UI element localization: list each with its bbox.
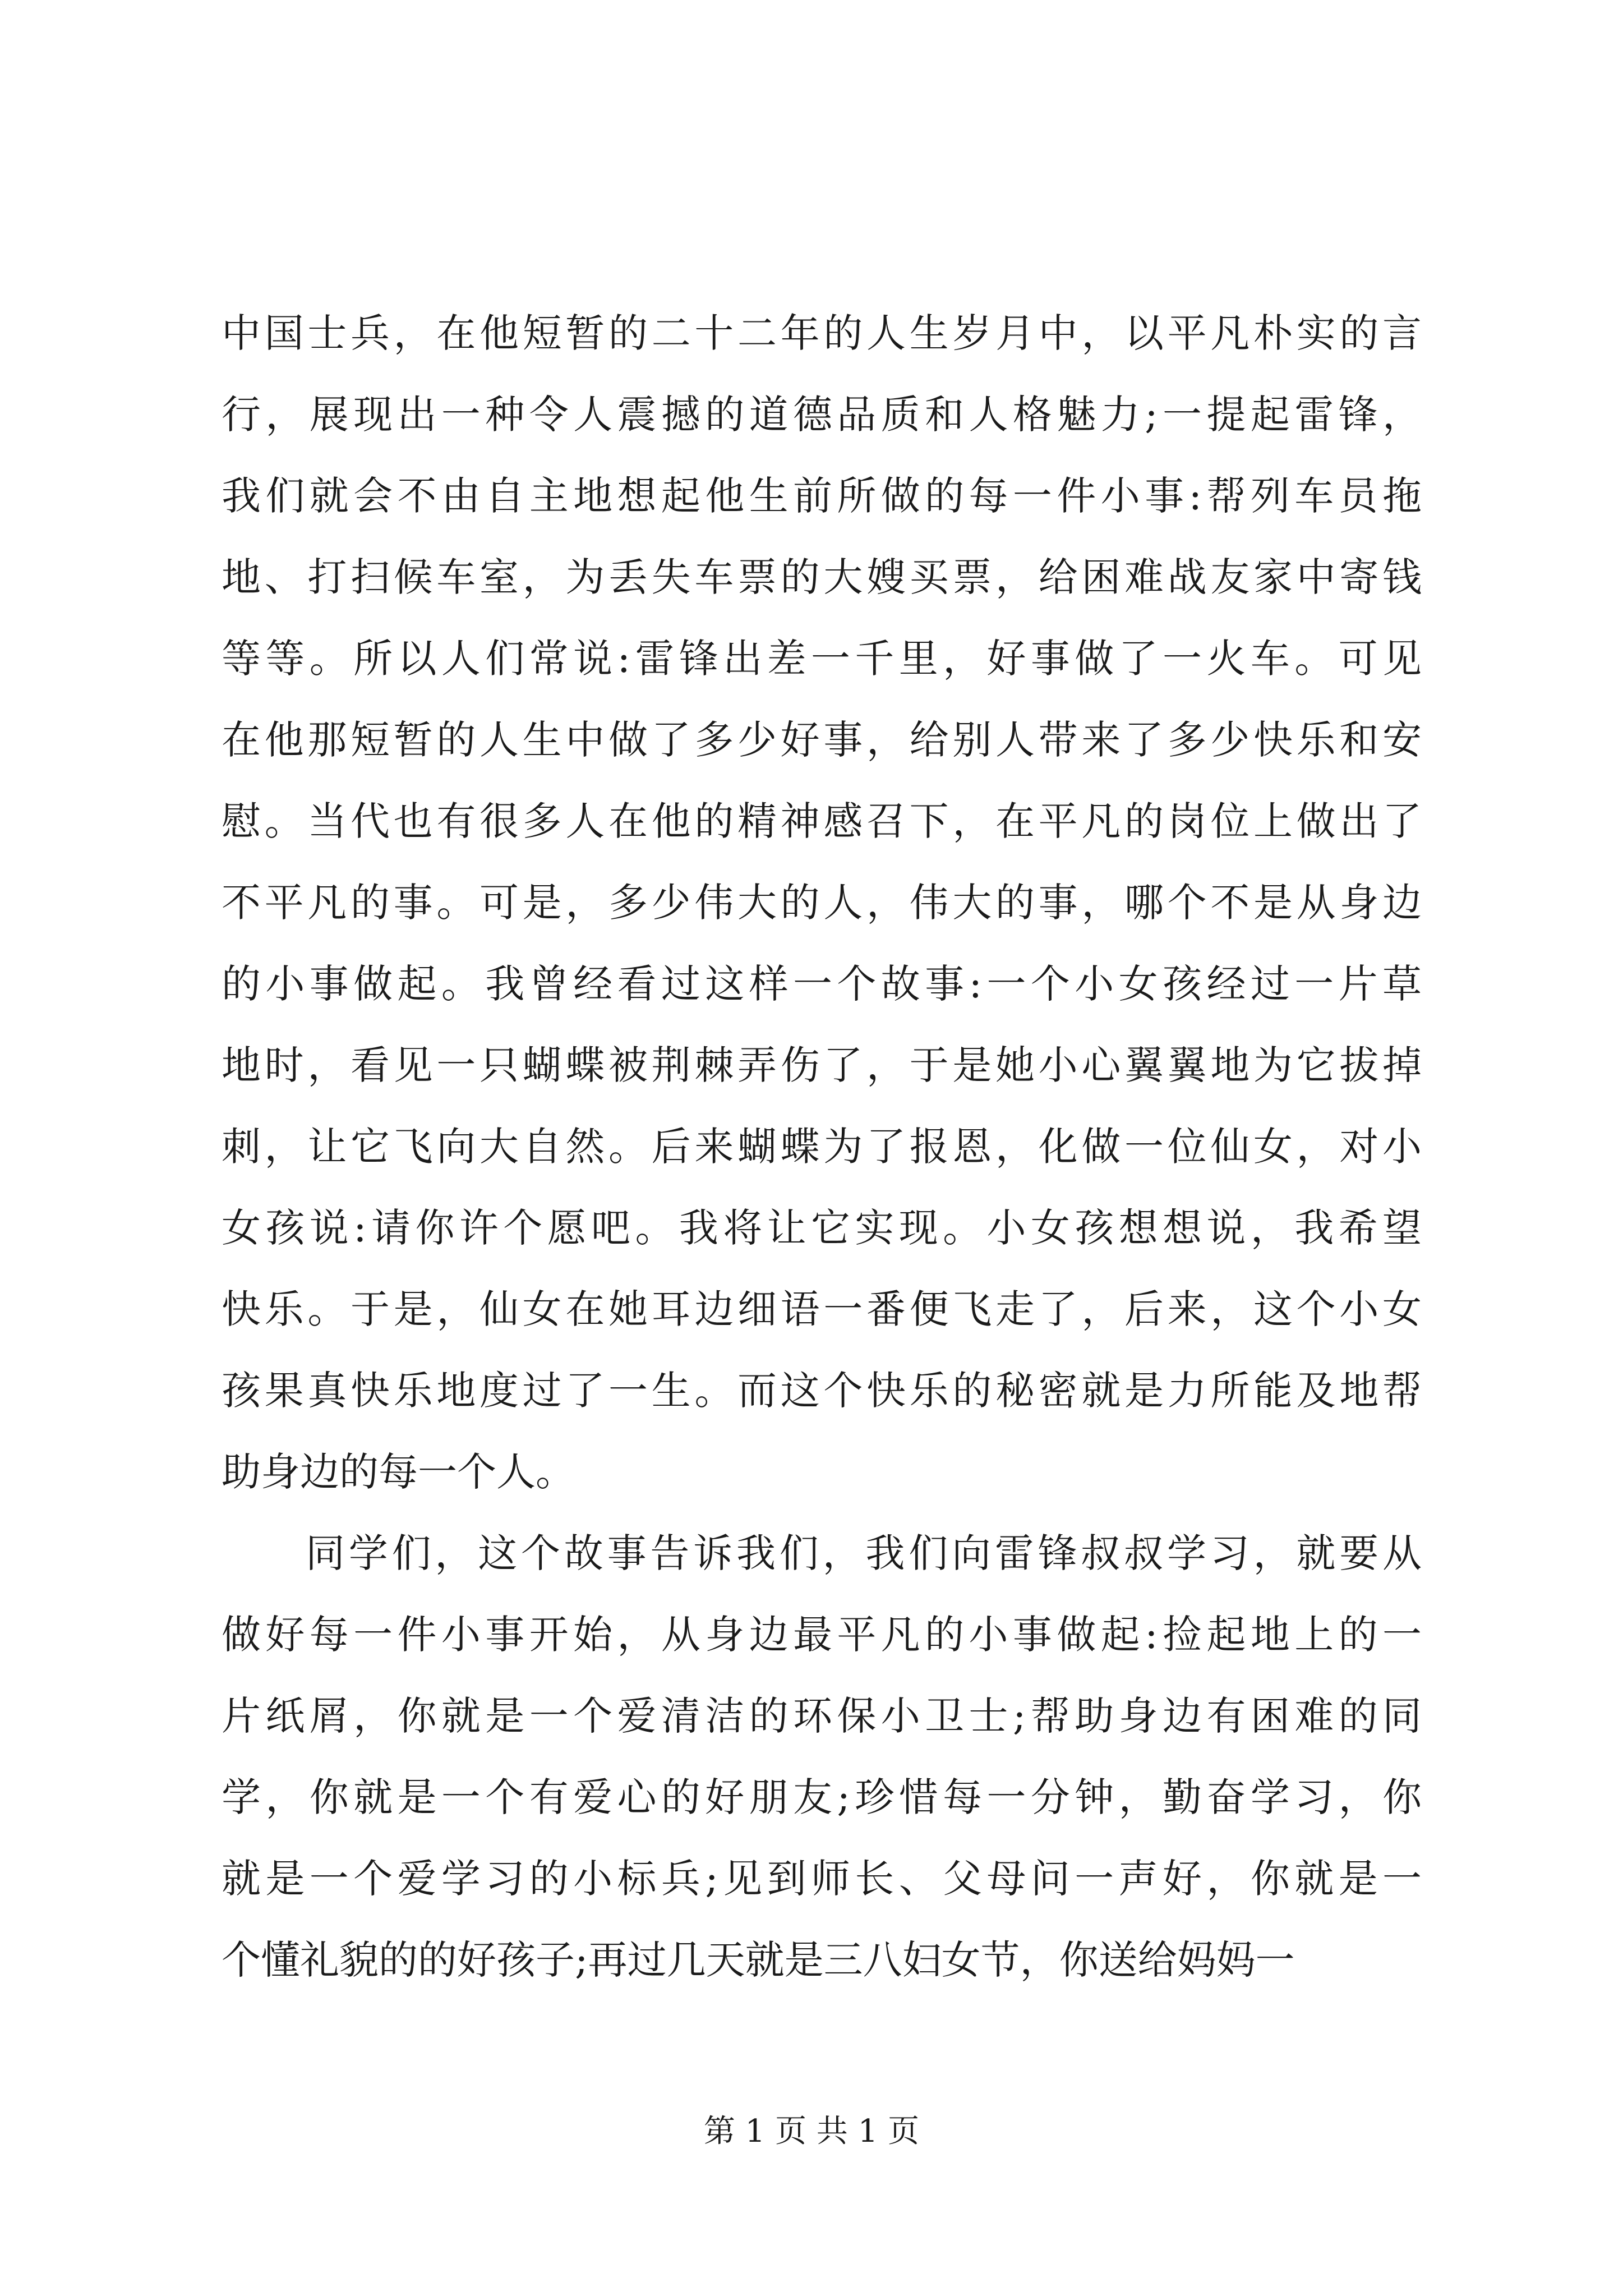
text-line: 个懂礼貌的的好孩子;再过几天就是三八妇女节，你送给妈妈一 <box>222 1937 1295 1983</box>
text-line: 地时，看见一只蝴蝶被荆棘弄伤了，于是她小心翼翼地为它拔掉 <box>222 1042 1422 1088</box>
text-line: 片纸屑，你就是一个爱清洁的环保小卫士;帮助身边有困难的同 <box>222 1693 1422 1739</box>
text-line: 孩果真快乐地度过了一生。而这个快乐的秘密就是力所能及地帮 <box>222 1368 1422 1414</box>
text-line: 地、打扫候车室，为丢失车票的大嫂买票，给困难战友家中寄钱 <box>222 554 1422 600</box>
paragraph <box>222 293 1422 1513</box>
text-line: 助身边的每一个人。 <box>222 1449 575 1495</box>
text-line: 女孩说:请你许个愿吧。我将让它实现。小女孩想想说，我希望 <box>222 1205 1422 1251</box>
text-line: 在他那短暂的人生中做了多少好事，给别人带来了多少快乐和安 <box>222 717 1422 763</box>
text-line: 刺，让它飞向大自然。后来蝴蝶为了报恩，化做一位仙女，对小 <box>222 1124 1422 1170</box>
page-footer: 第 1 页 共 1 页 <box>703 2113 920 2150</box>
text-line: 中国士兵，在他短暂的二十二年的人生岁月中，以平凡朴实的言 <box>222 310 1422 356</box>
text-line: 慰。当代也有很多人在他的精神感召下，在平凡的岗位上做出了 <box>222 798 1422 844</box>
paragraph <box>222 1513 1422 2001</box>
text-line: 的小事做起。我曾经看过这样一个故事:一个小女孩经过一片草 <box>222 961 1422 1007</box>
text-line: 做好每一件小事开始，从身边最平凡的小事做起:捡起地上的一 <box>222 1612 1422 1658</box>
text-line: 快乐。于是，仙女在她耳边细语一番便飞走了，后来，这个小女 <box>222 1286 1422 1332</box>
body-text <box>222 293 1422 2001</box>
text-line: 就是一个爱学习的小标兵;见到师长、父母问一声好，你就是一 <box>222 1856 1422 1902</box>
text-line: 不平凡的事。可是，多少伟大的人，伟大的事，哪个不是从身边 <box>222 880 1422 926</box>
text-line: 同学们，这个故事告诉我们，我们向雷锋叔叔学习，就要从 <box>306 1530 1422 1576</box>
text-line: 我们就会不由自主地想起他生前所做的每一件小事:帮列车员拖 <box>222 473 1422 519</box>
text-line: 学，你就是一个有爱心的好朋友;珍惜每一分钟，勤奋学习，你 <box>222 1774 1422 1820</box>
text-line: 行，展现出一种令人震撼的道德品质和人格魅力;一提起雷锋， <box>222 392 1422 438</box>
text-line: 等等。所以人们常说:雷锋出差一千里，好事做了一火车。可见 <box>222 636 1422 682</box>
